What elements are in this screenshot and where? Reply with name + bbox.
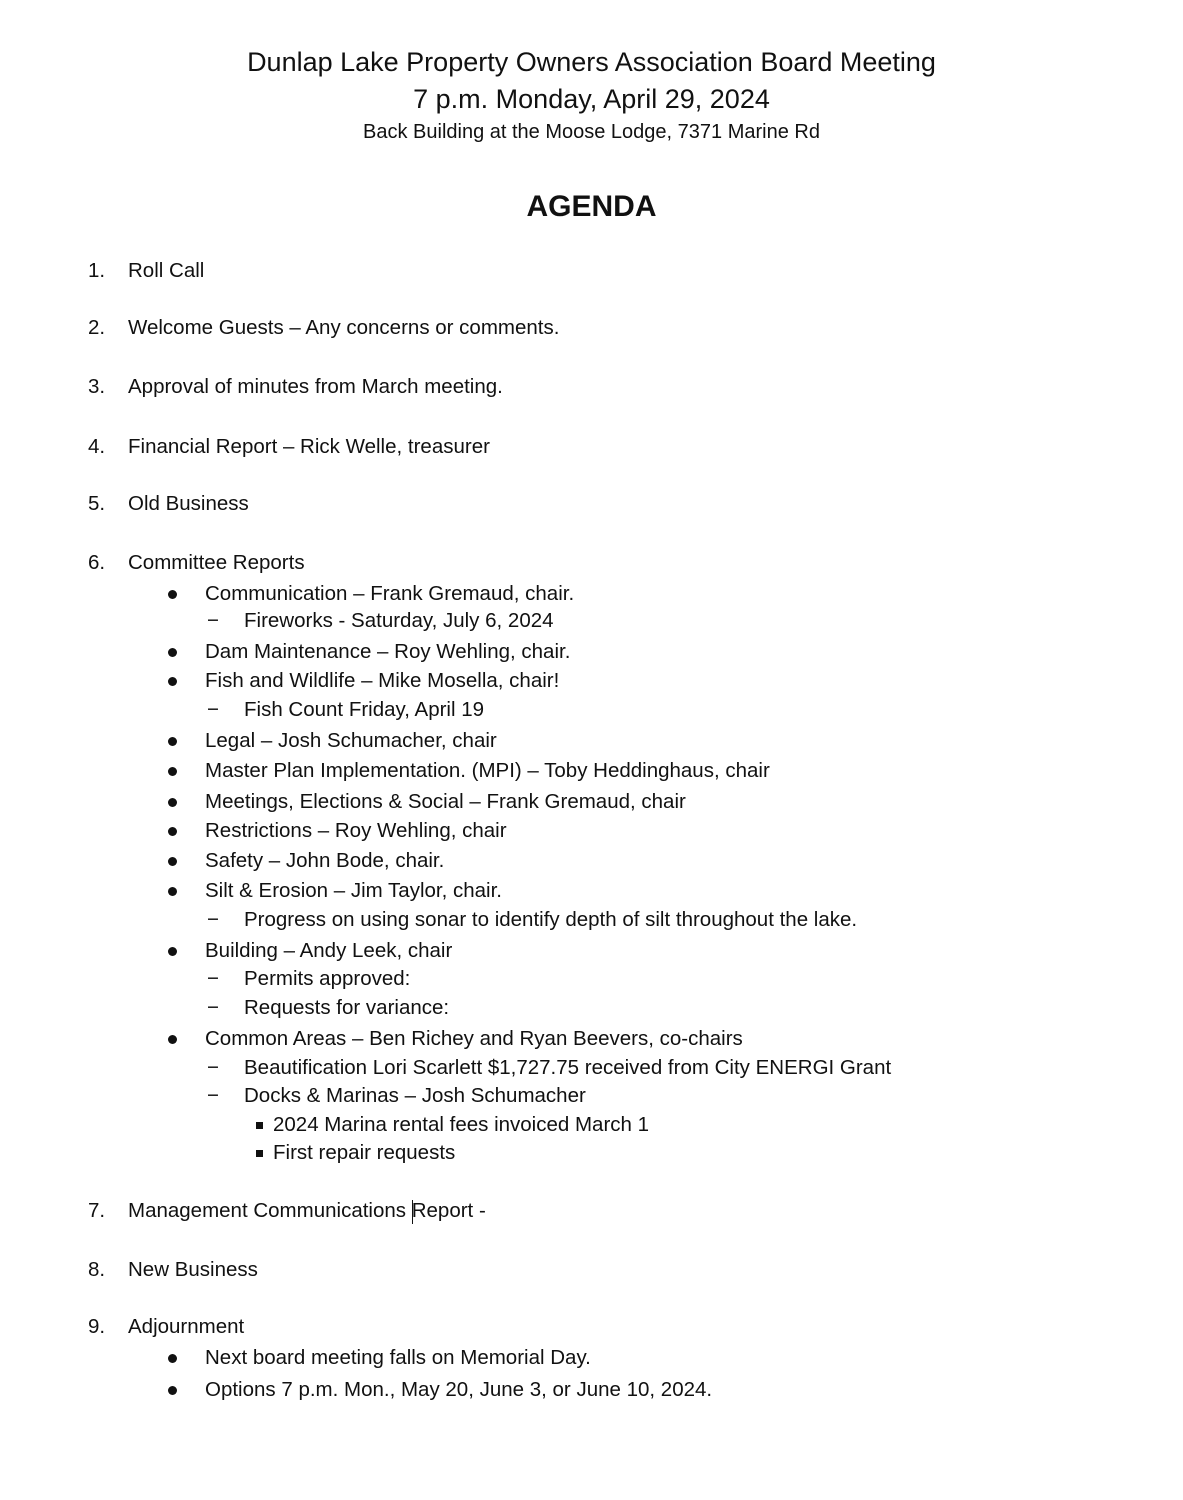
committee-text: Master Plan Implementation. (MPI) – Toby Heddinghaus, chair [205,759,770,782]
subitem-text: Progress on using sonar to identify depth of silt throughout the lake. [244,908,858,931]
committee-text: Safety – John Bode, chair. [205,849,445,872]
item-number: 1. [88,259,106,282]
bullet-icon [168,887,177,896]
meeting-date: 7 p.m. Monday, April 29, 2024 [413,84,770,114]
bullet-icon [168,590,177,599]
committee-text: Common Areas – Ben Richey and Ryan Beevers, co-chairs [205,1027,743,1050]
committee-text: Building – Andy Leek, chair [205,939,453,962]
item-text [128,1198,486,1224]
subsubitem-text: 2024 Marina rental fees invoiced March 1 [273,1113,650,1136]
bullet-icon [168,857,177,866]
committee-text: Meetings, Elections & Social – Frank Gremaud, chair [205,790,686,813]
square-bullet-icon [256,1150,263,1157]
item-text-part: Management Communications [128,1199,412,1222]
subitem-text: Fireworks - Saturday, July 6, 2024 [244,609,554,632]
item-number: 6. [88,551,106,574]
item-text: Adjournment [128,1315,245,1338]
item-number: 8. [88,1258,106,1281]
committee-text: Fish and Wildlife – Mike Mosella, chair! [205,669,560,692]
bullet-icon [168,1035,177,1044]
item-text: Committee Reports [128,551,305,574]
meeting-location: Back Building at the Moose Lodge, 7371 Marine Rd [363,121,820,143]
committee-text: Communication – Frank Gremaud, chair. [205,582,575,605]
bullet-icon [168,737,177,746]
bullet-icon [168,767,177,776]
subitem-text: Fish Count Friday, April 19 [244,698,485,721]
dash-icon: − [207,996,219,1019]
bullet-icon [168,1386,177,1395]
bullet-icon [168,947,177,956]
item-text: Roll Call [128,259,205,282]
item-text: Approval of minutes from March meeting. [128,375,503,398]
square-bullet-icon [256,1122,263,1129]
bullet-icon [168,798,177,807]
dash-icon: − [207,609,219,632]
dash-icon: − [207,698,219,721]
item-number: 4. [88,435,106,458]
item-number: 5. [88,492,106,515]
bullet-icon [168,827,177,836]
item-number: 2. [88,316,106,339]
item-text: Financial Report – Rick Welle, treasurer [128,435,490,458]
dash-icon: − [207,1056,219,1079]
subitem-text: Permits approved: [244,967,411,990]
committee-text: Restrictions – Roy Wehling, chair [205,819,507,842]
bullet-icon [168,648,177,657]
agenda-heading: AGENDA [526,190,657,223]
bullet-icon [168,677,177,686]
item-number: 3. [88,375,106,398]
dash-icon: − [207,908,219,931]
dash-icon: − [207,1084,219,1107]
item-number: 7. [88,1199,106,1222]
subitem-text: Docks & Marinas – Josh Schumacher [244,1084,586,1107]
dash-icon: − [207,967,219,990]
committee-text: Legal – Josh Schumacher, chair [205,729,497,752]
subitem-text: Requests for variance: [244,996,450,1019]
note-text: Next board meeting falls on Memorial Day. [205,1346,591,1369]
committee-text: Silt & Erosion – Jim Taylor, chair. [205,879,502,902]
item-text: Old Business [128,492,249,515]
item-number: 9. [88,1315,106,1338]
committee-text: Dam Maintenance – Roy Wehling, chair. [205,640,571,663]
bullet-icon [168,1354,177,1363]
item-text: Welcome Guests – Any concerns or comments. [128,316,560,339]
meeting-title: Dunlap Lake Property Owners Association Board Meeting [247,47,936,77]
subitem-text: Beautification Lori Scarlett $1,727.75 received from City ENERGI Grant [244,1056,892,1079]
item-text-part: Report - [411,1199,486,1222]
subsubitem-text: First repair requests [273,1141,456,1164]
item-text: New Business [128,1258,258,1281]
note-text: Options 7 p.m. Mon., May 20, June 3, or June 10, 2024. [205,1378,713,1401]
